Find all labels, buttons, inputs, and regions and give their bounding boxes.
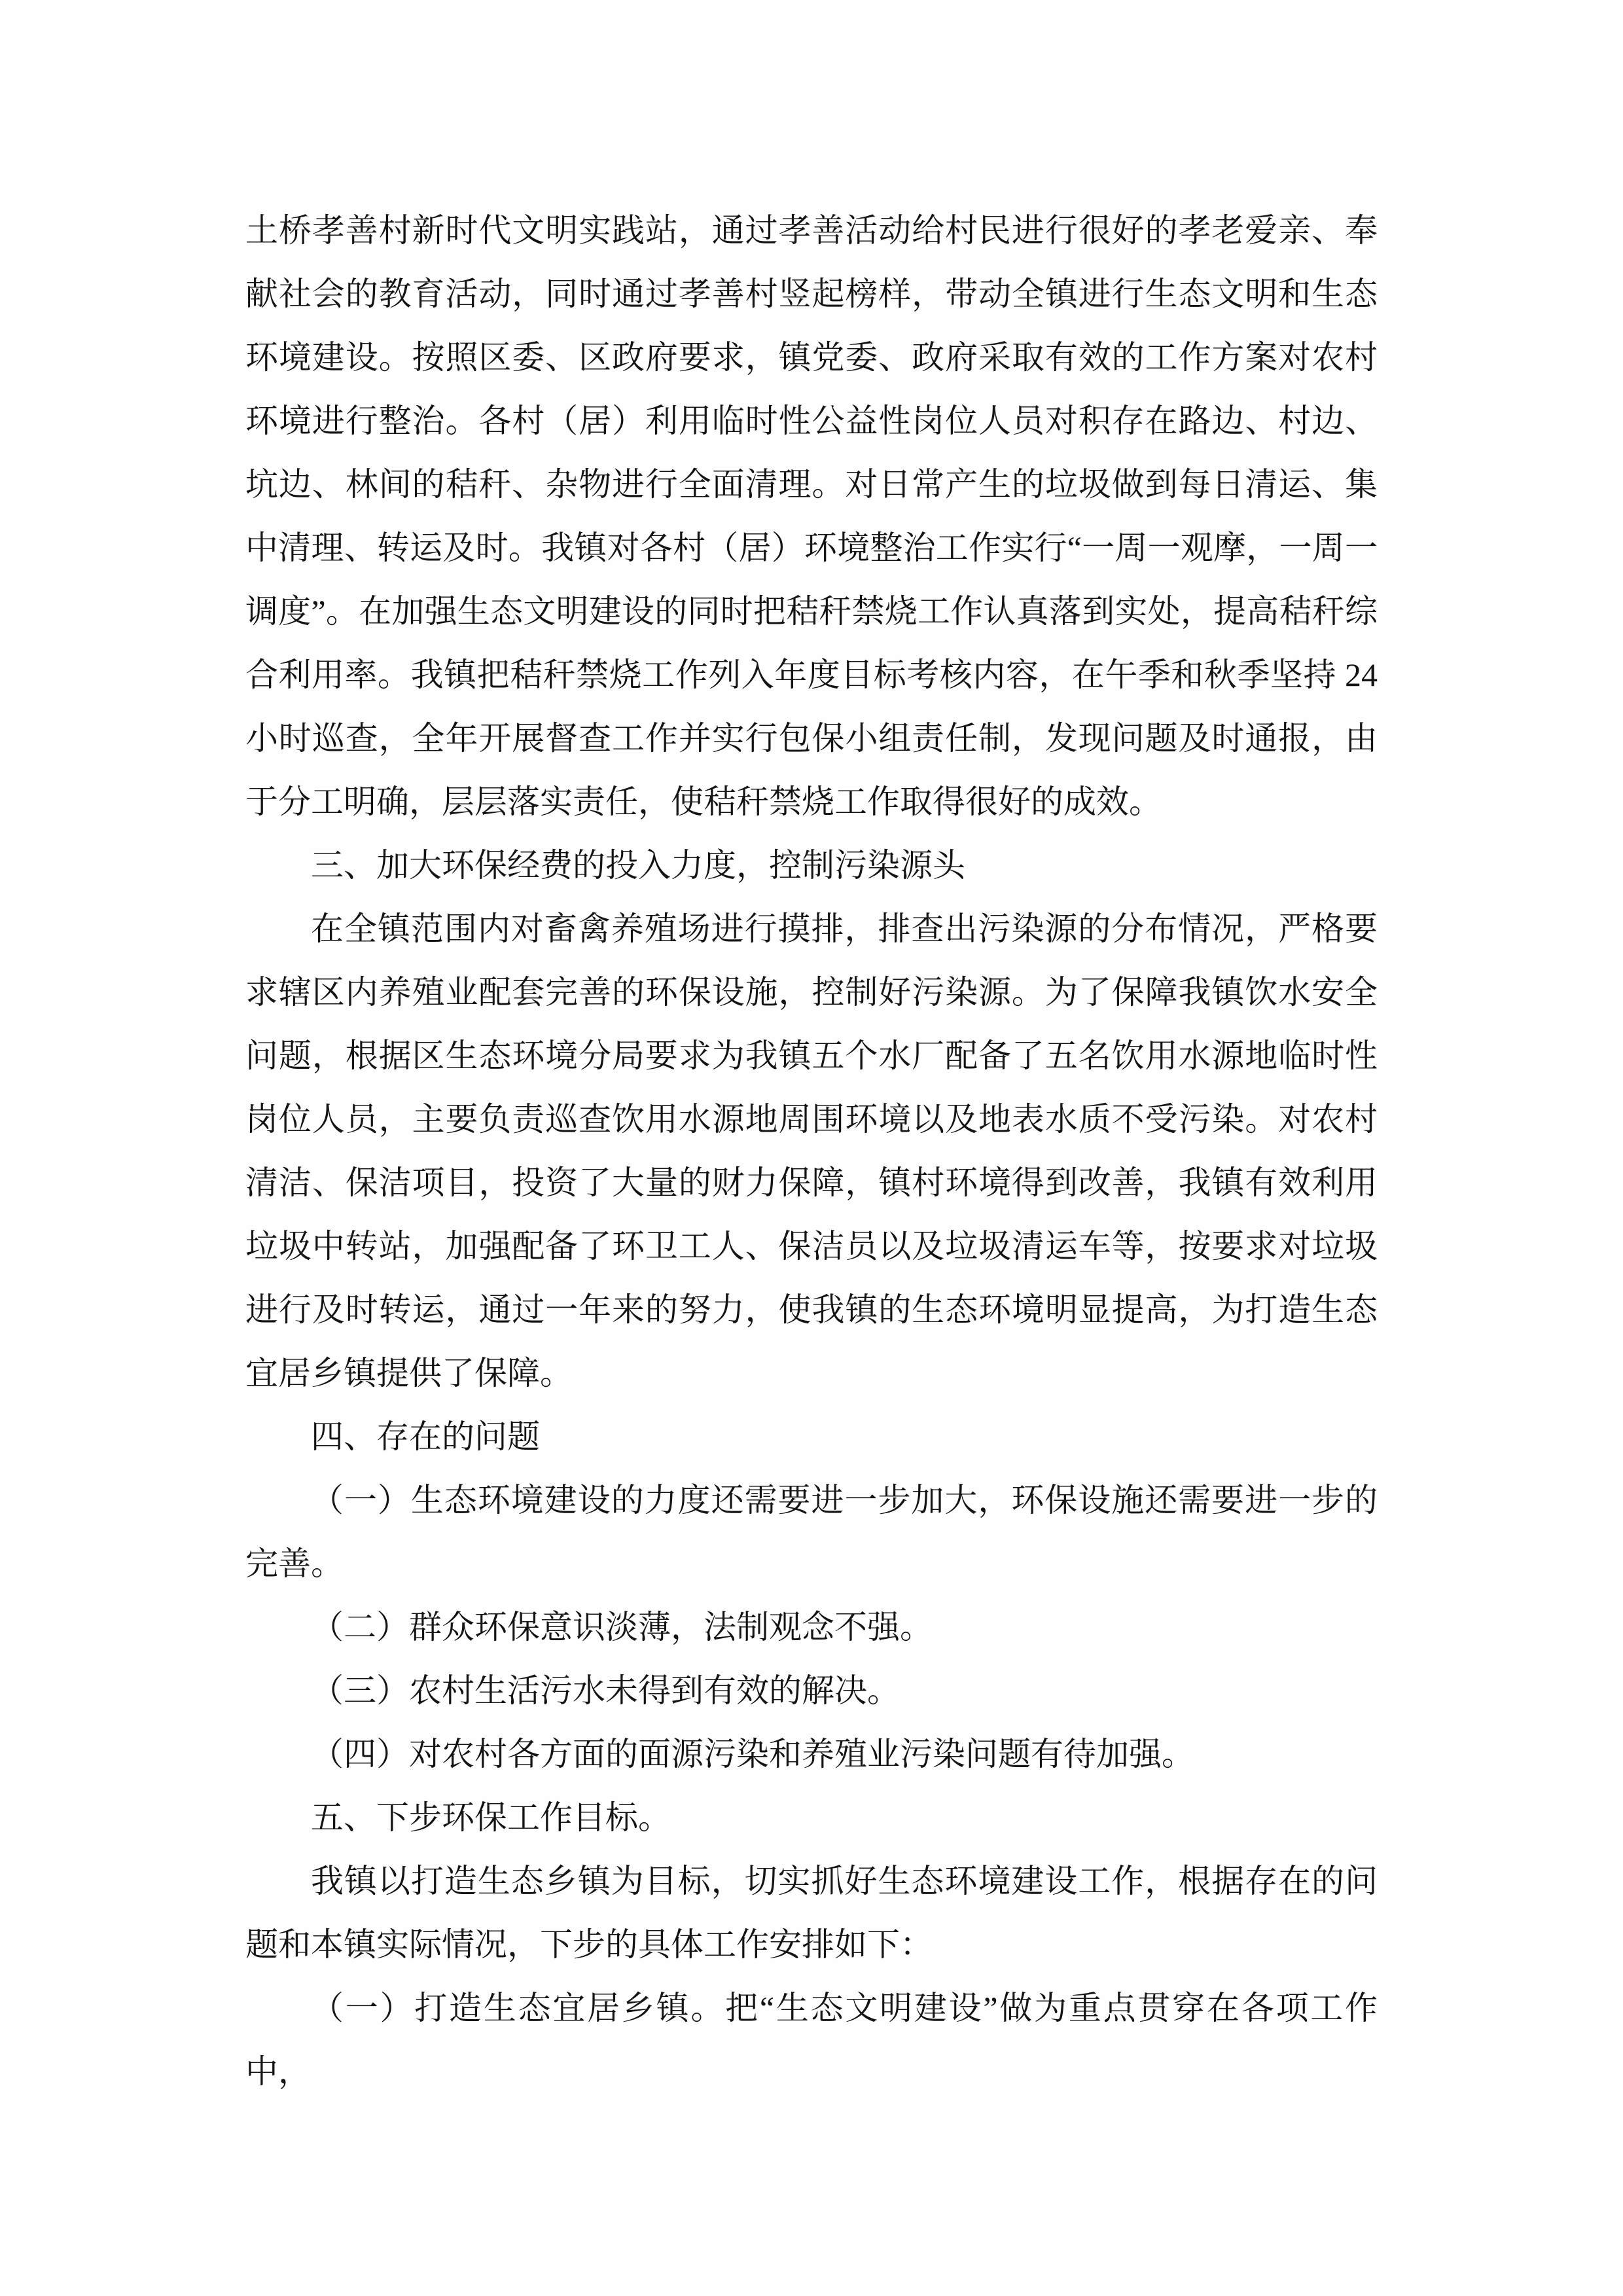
section-heading-4: 四、存在的问题 [311,1418,540,1455]
problem-item-3: （三）农村生活污水未得到有效的解决。 [311,1672,900,1709]
section-heading-3: 三、加大环保经费的投入力度，控制污染源头 [311,847,965,884]
problem-item-2: （二）群众环保意识淡薄，法制观念不强。 [311,1609,933,1645]
problem-item-1: （一）生态环境建设的力度还需要进一步加大，环保设施还需要进一步的完善。 [245,1482,1378,1582]
paragraph-section-5-intro: 我镇以打造生态乡镇为目标，切实抓好生态环境建设工作，根据存在的问题和本镇实际情况，下步的具体工作安排如下： [245,1863,1378,1963]
section-heading-5: 五、下步环保工作目标。 [311,1799,671,1836]
goal-item-1: （一）打造生态宜居乡镇。把“生态文明建设”做为重点贯穿在各项工作中， [245,1990,1378,2090]
paragraph-continuation: 土桥孝善村新时代文明实践站，通过孝善活动给村民进行很好的孝老爱亲、奉献社会的教育活动，同时通过孝善村竖起榜样，带动全镇进行生态文明和生态环境建设。按照区委、区政府要求，镇党委、政府采取有效的工作方案对农村环境进行整治。各村（居）利用临时性公益性岗位人员对积存在路边、村边、坑边、林间的秸秆、杂物进行全面清理。对日常产生的垃圾做到每日清运、集中清理、转运及时。我镇对各村（居）环境整治工作实行“一周一观摩，一周一调度”。在加强生态文明建设的同时把秸秆禁烧工作认真落到实处，提高秸秆综合利用率。我镇把秸秆禁烧工作列入年度目标考核内容，在午季和秋季坚持 24 小时巡查，全年开展督查工作并实行包保小组责任制，发现问题及时通报，由于分工明确，层层落实责任，使秸秆禁烧工作取得很好的成效。 [245,212,1378,820]
problem-item-4: （四）对农村各方面的面源污染和养殖业污染问题有待加强。 [311,1736,1194,1772]
paragraph-section-3-body: 在全镇范围内对畜禽养殖场进行摸排，排查出污染源的分布情况，严格要求辖区内养殖业配套完善的环保设施，控制好污染源。为了保障我镇饮水安全问题，根据区生态环境分局要求为我镇五个水厂配备了五名饮用水源地临时性岗位人员，主要负责巡查饮用水源地周围环境以及地表水质不受污染。对农村清洁、保洁项目，投资了大量的财力保障，镇村环境得到改善，我镇有效利用垃圾中转站，加强配备了环卫工人、保洁员以及垃圾清运车等，按要求对垃圾进行及时转运，通过一年来的努力，使我镇的生态环境明显提高，为打造生态宜居乡镇提供了保障。 [245,910,1378,1391]
